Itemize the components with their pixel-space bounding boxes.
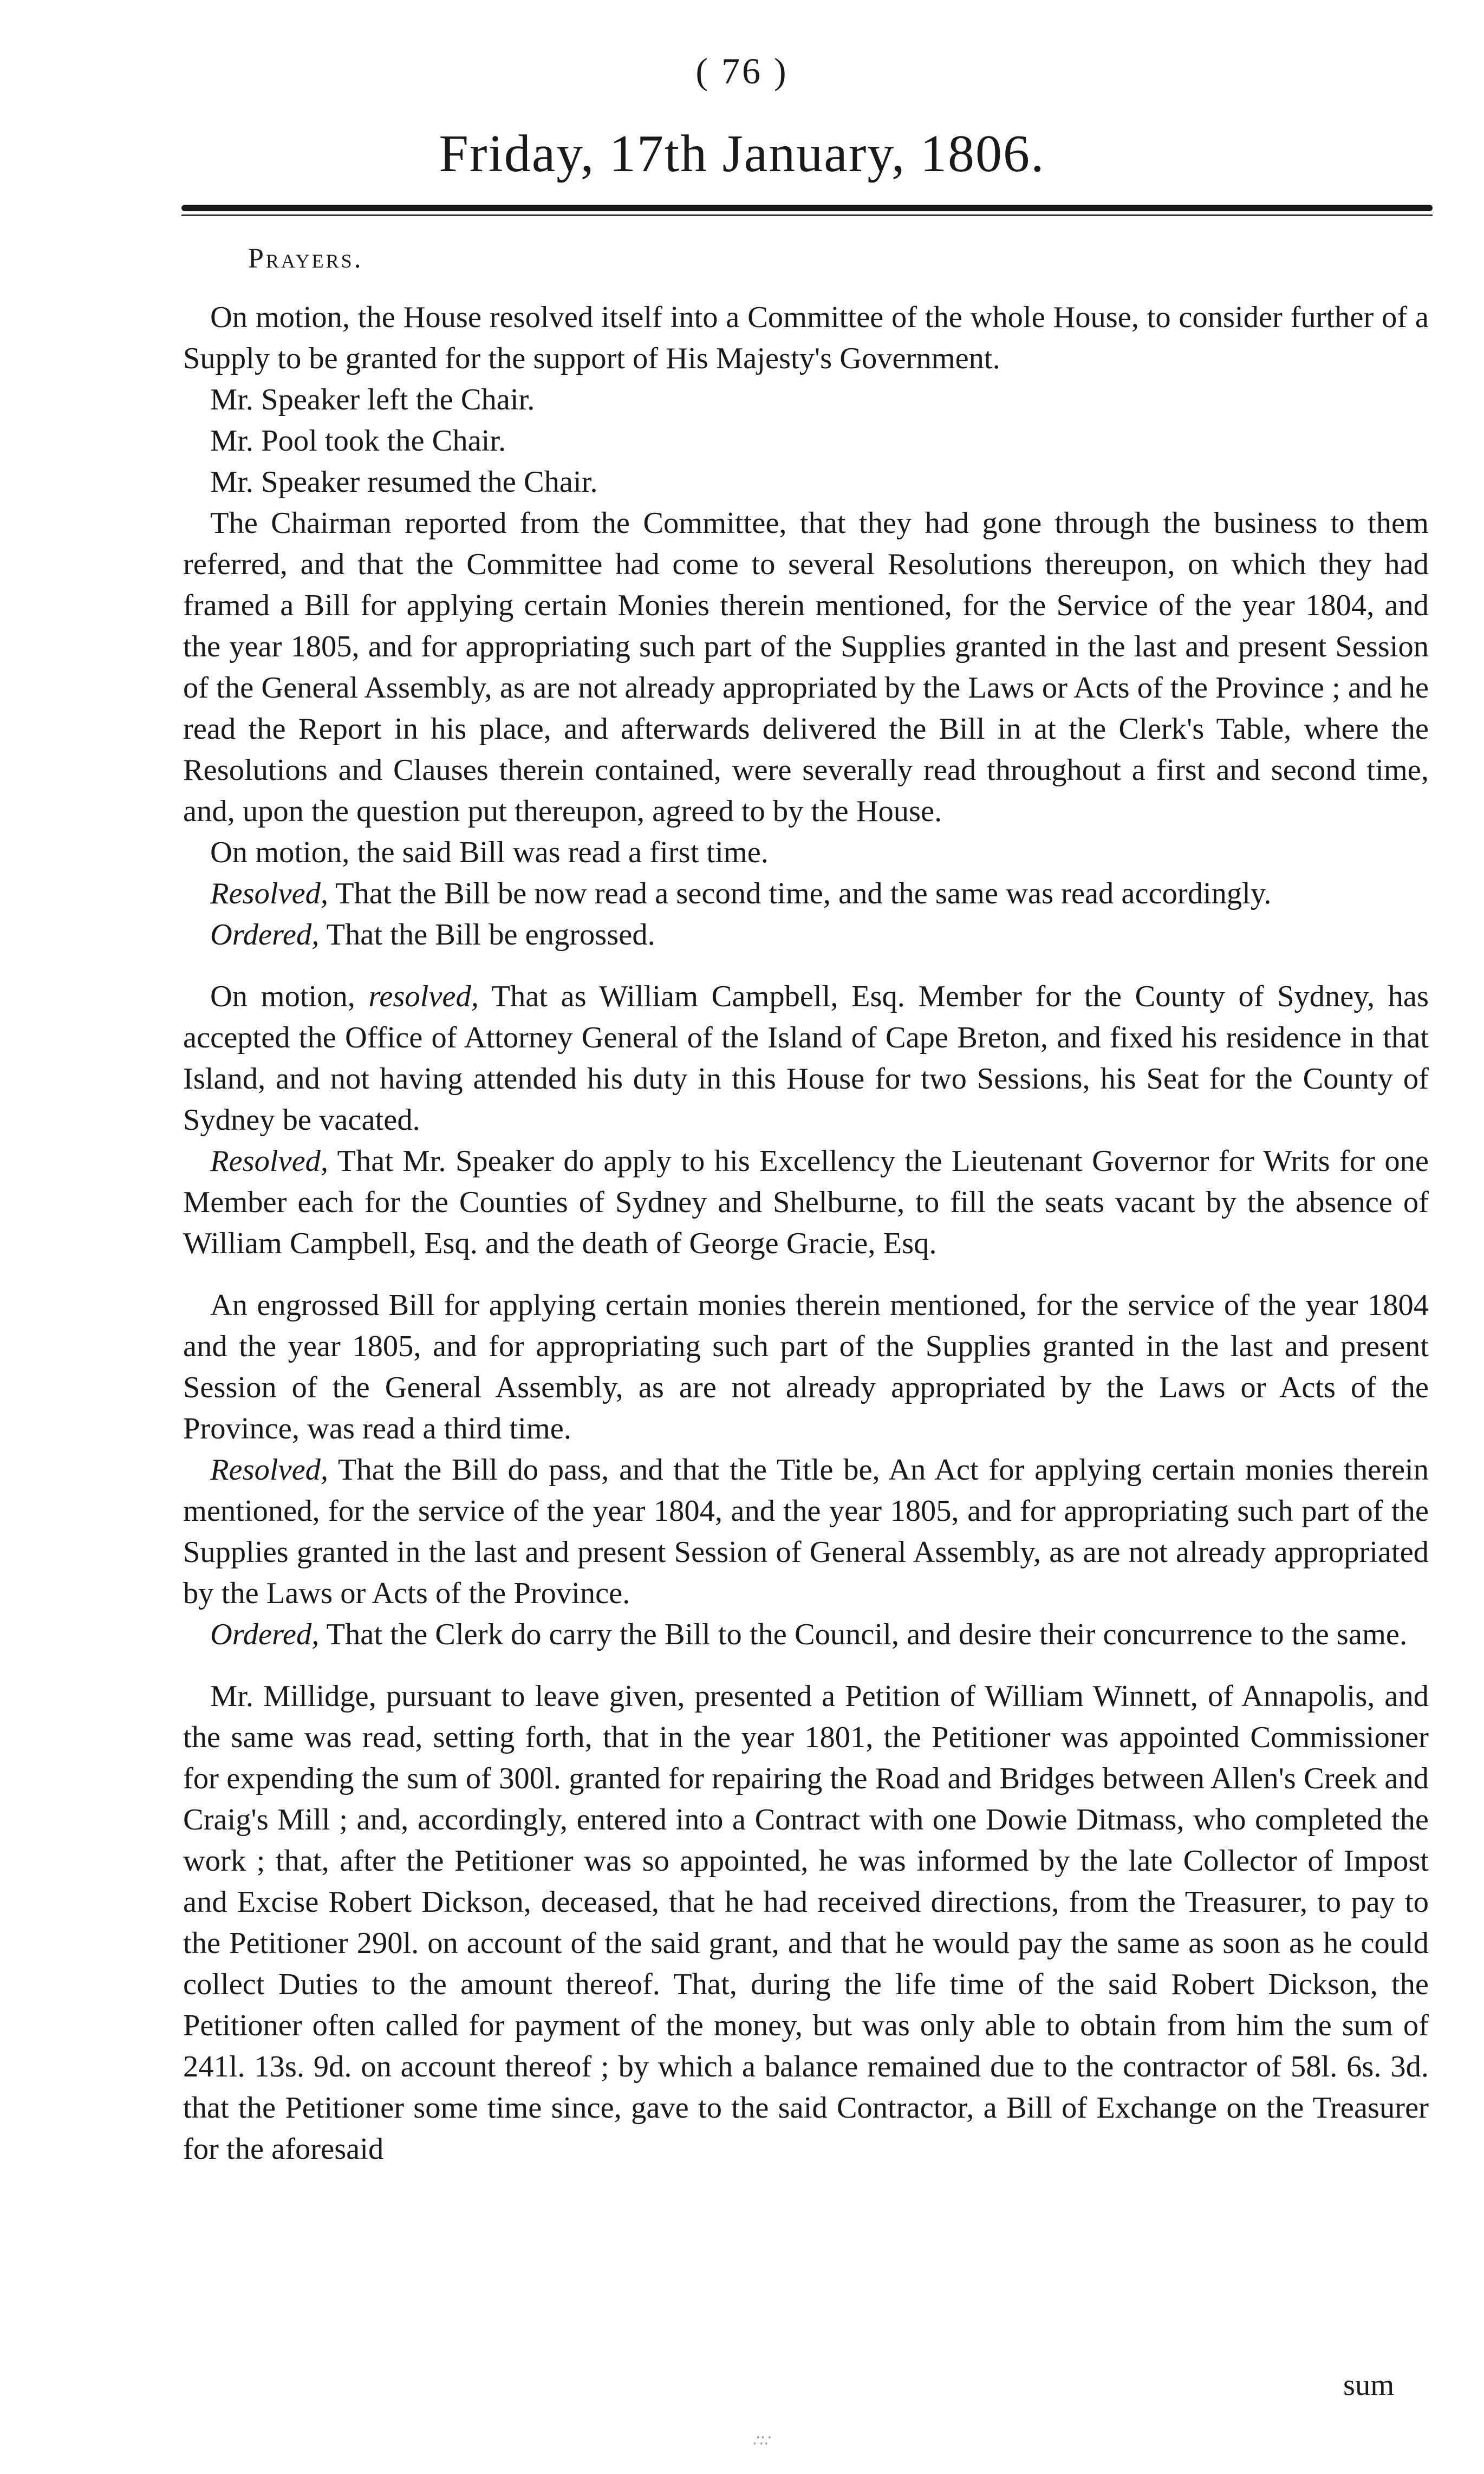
- paragraph-text: That the Clerk do carry the Bill to the Council, and desire their concurrence to the same.: [319, 1618, 1408, 1651]
- paragraph-lead: Resolved,: [210, 1453, 329, 1487]
- paragraph: [183, 1285, 1429, 1449]
- paragraph-text: That the Bill do pass, and that the Title be, An Act for applying certain monies therein mentioned, for the service of the year 1804, and the year 1805, and for appropriating such part of the Supplies granted in the last and present Session of General Assembly, as are not already appropriated by the Laws or Acts of the Province.: [183, 1453, 1429, 1610]
- paragraph-lead: Resolved,: [210, 877, 329, 910]
- paragraph: [183, 976, 1429, 1141]
- paragraph: [183, 1449, 1429, 1614]
- paragraph-text: That the Bill be engrossed.: [319, 918, 655, 952]
- paragraph: [183, 379, 1429, 420]
- heading-rule-thin: [181, 214, 1433, 216]
- paragraph: [183, 832, 1429, 873]
- paragraph-text: Mr. Pool took the Chair.: [210, 424, 506, 458]
- paragraph-lead: Resolved,: [210, 1144, 329, 1178]
- paragraph-lead: Ordered,: [210, 918, 320, 952]
- paragraph: [183, 297, 1429, 379]
- paragraph-text: Mr. Speaker left the Chair.: [210, 383, 535, 416]
- paragraph-text: Mr. Millidge, pursuant to leave given, presented a Petition of William Winnett, of Annapolis, and the same was read, setting forth, that in the year 1801, the Petitioner was appointed Commissioner for expending the sum of 300l. granted for repairing the Road and Bridges between Allen's Creek and Craig's Mill ; and, accordingly, entered into a Contract with one Dowie Ditmass, who completed the work ; that, after the Petitioner was so appointed, he was informed by the late Collector of Impost and Excise Robert Dickson, deceased, that he had received directions, from the Treasurer, to pay to the Petitioner 290l. on account of the said grant, and that he would pay the same as soon as he could collect Duties to the amount thereof. That, during the life time of the said Robert Dickson, the Petitioner often called for payment of the money, but was only able to obtain from him the sum of 241l. 13s. 9d. on account thereof ; by which a balance remained due to the contractor of 58l. 6s. 3d. that the Petitioner some time since, gave to the said Contractor, a Bill of Exchange on the Treasurer for the aforesaid: [183, 1679, 1429, 2166]
- paragraph: [183, 420, 1429, 461]
- date-heading: Friday, 17th January, 1806.: [439, 125, 1045, 183]
- paragraph-text: An engrossed Bill for applying certain monies therein mentioned, for the service of the year 1804 and the year 1805, and for appropriating such part of the Supplies granted in the last and present Session of the General Assembly, as are not already appropriated by the Laws or Acts of the Province, was read a third time.: [183, 1288, 1429, 1446]
- paragraph-list: [183, 297, 1429, 2170]
- paragraph: [183, 1676, 1429, 2170]
- paragraph-text: Mr. Speaker resumed the Chair.: [210, 465, 598, 499]
- paragraph-lead-italic: resolved,: [368, 980, 479, 1013]
- paragraph: [183, 873, 1429, 914]
- paragraph-text: That as William Campbell, Esq. Member for the County of Sydney, has accepted the Office of Attorney General of the Island of Cape Breton, and fixed his residence in that Island, and not having attended his duty in this House for two Sessions, his Seat for the County of Sydney be vacated.: [183, 980, 1429, 1137]
- journal-body: [183, 238, 1429, 2170]
- catchword: sum: [1343, 2368, 1395, 2402]
- paragraph: [183, 503, 1429, 832]
- paragraph-lead: Ordered,: [210, 1618, 320, 1651]
- paragraph-lead: On motion,: [210, 980, 369, 1013]
- page-number: ( 76 ): [695, 50, 789, 92]
- prayers-heading: Prayers.: [248, 243, 363, 274]
- paragraph-text: That the Bill be now read a second time, and the same was read accordingly.: [328, 877, 1272, 910]
- heading-rule: [181, 205, 1433, 211]
- paper-speck: ∴∵: [753, 2432, 770, 2450]
- paragraph: [183, 1614, 1429, 1655]
- paragraph-text: On motion, the House resolved itself into a Committee of the whole House, to consider further of a Supply to be granted for the support of His Majesty's Government.: [183, 301, 1429, 375]
- paragraph: [183, 461, 1429, 503]
- paragraph-text: The Chairman reported from the Committee, that they had gone through the business to them referred, and that the Committee had come to several Resolutions thereupon, on which they had framed a Bill for applying certain Monies therein mentioned, for the Service of the year 1804, and the year 1805, and for appropriating such part of the Supplies granted in the last and present Session of the General Assembly, as are not already appropriated by the Laws or Acts of the Province ; and he read the Report in his place, and afterwards delivered the Bill in at the Clerk's Table, where the Resolutions and Clauses therein contained, were severally read throughout a first and second time, and, upon the question put thereupon, agreed to by the House.: [183, 506, 1429, 828]
- paragraph: [183, 914, 1429, 955]
- paragraph: [183, 1141, 1429, 1264]
- paragraph-text: On motion, the said Bill was read a first time.: [210, 836, 769, 869]
- paragraph-text: That Mr. Speaker do apply to his Excellency the Lieutenant Governor for Writs for one Member each for the Counties of Sydney and Shelburne, to fill the seats vacant by the absence of William Campbell, Esq. and the death of George Gracie, Esq.: [183, 1144, 1429, 1260]
